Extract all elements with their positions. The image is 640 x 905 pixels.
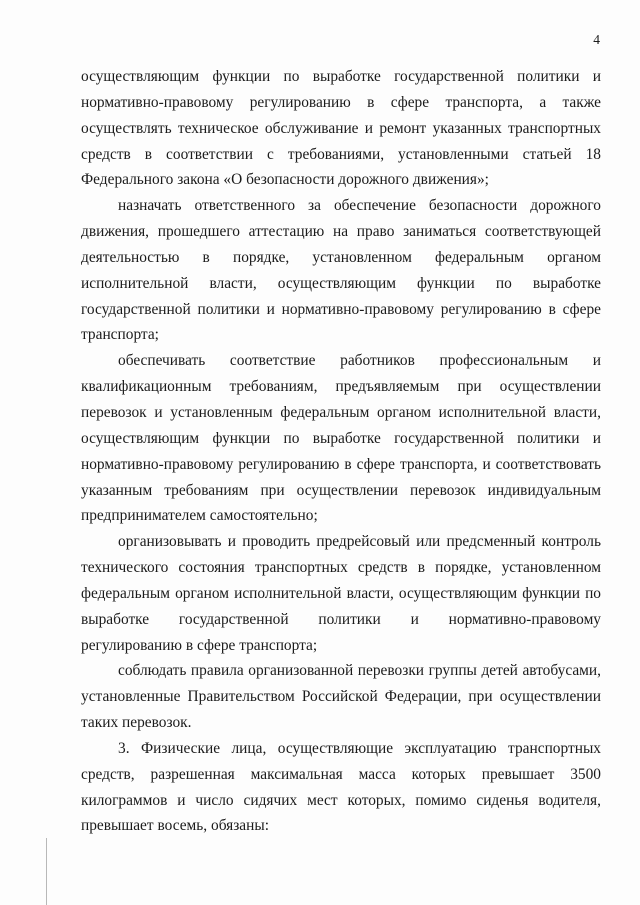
document-body [81, 64, 601, 839]
paragraph-section-3: 3. Физические лица, осуществляющие эксплуатацию транспортных средств, разрешенная максимальная масса которых превышает 3500 килограммов и число сидячих мест которых, помимо сиденья водителя, превышает восемь, обязаны: [81, 739, 601, 835]
paragraph-staff-qualification: обеспечивать соответствие работников профессиональным и квалификационным требованиям, предъявляемым при осуществлении перевозок и установленным федеральным органом исполнительной власти, осуществляющим функции по выработке государственной политики и нормативно-правовому регулированию в сфере транспорта, и соответствовать указанным требованиям при осуществлении перевозок индивидуальным предпринимателем самостоятельно; [81, 352, 601, 525]
paragraph-continuation: осуществляющим функции по выработке государственной политики и нормативно-правовому регулированию в сфере транспорта, а также осуществлять техническое обслуживание и ремонт указанных транспортных средств в соответствии с требованиями, установленными статьей 18 Федерального закона «О безопасности дорожного движения»; [81, 68, 601, 189]
page-number: 4 [593, 32, 600, 47]
paragraph-safety-officer: назначать ответственного за обеспечение безопасности дорожного движения, прошедшего аттестацию на право заниматься соответствующей деятельностью в порядке, установленном федеральным органом исполнительной власти, осуществляющим функции по выработке государственной политики и нормативно-правовому регулированию в сфере транспорта; [81, 197, 601, 344]
paragraph-child-transport-rules: соблюдать правила организованной перевозки группы детей автобусами, установленные Правительством Российской Федерации, при осуществлении таких перевозок. [81, 662, 601, 732]
margin-line [46, 838, 47, 905]
paragraph-technical-inspection: организовывать и проводить предрейсовый или предсменный контроль технического состояния транспортных средств в порядке, установленном федеральным органом исполнительной власти, осуществляющим функции по выработке государственной политики и нормативно-правовому регулированию в сфере транспорта; [81, 533, 601, 654]
